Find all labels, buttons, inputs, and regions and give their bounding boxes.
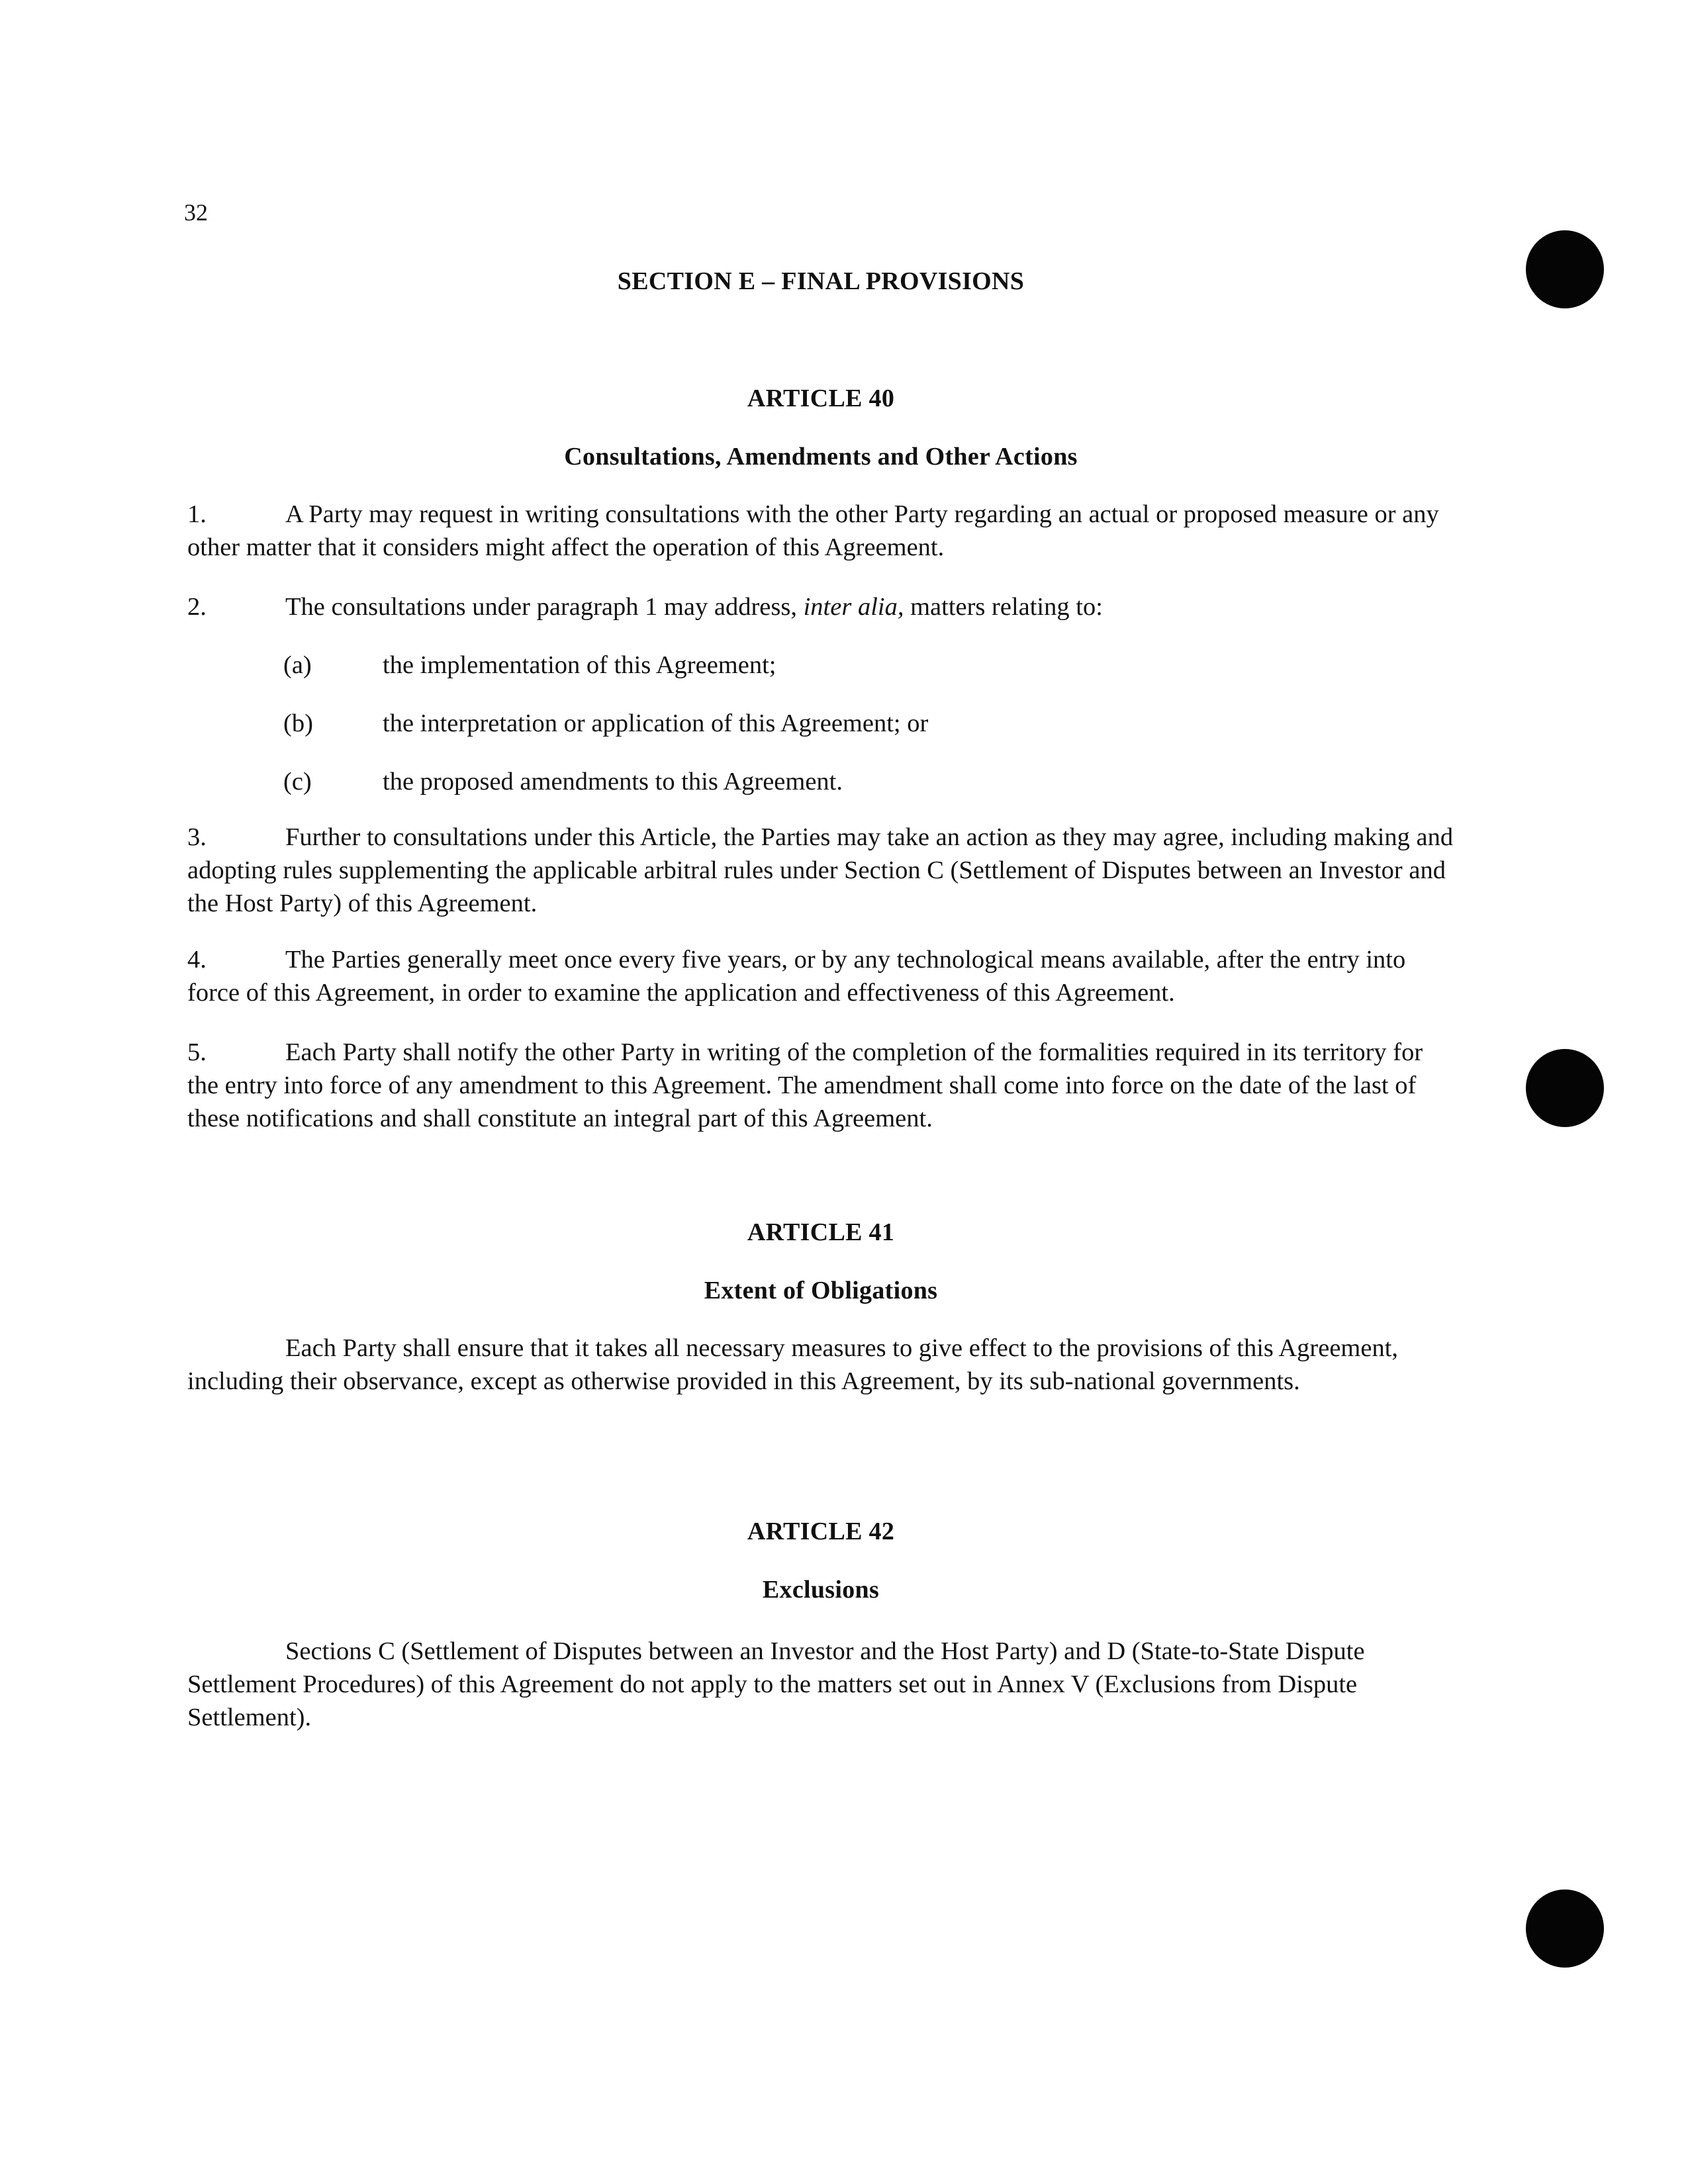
article-41-paragraph [187, 1332, 1458, 1398]
paragraph-text: The Parties generally meet once every five years, or by any technological means available, after the entry into force of this Agreement, in order to examine the application and effectiveness of this Agreement. [187, 946, 1406, 1007]
article-41-heading: ARTICLE 41 [747, 1218, 895, 1246]
paragraph-italic-text: inter alia, [803, 593, 904, 621]
list-item [283, 649, 1409, 682]
article-41-subheading: Extent of Obligations [704, 1277, 938, 1304]
paragraph-text: Sections C (Settlement of Disputes between an Investor and the Host Party) and D (State-to-State Dispute Settlement Procedures) of this Agreement do not apply to the matters set out in Annex V (Exclusions from Dispute Settlement). [187, 1637, 1365, 1731]
article-40-paragraph-1 [187, 498, 1458, 564]
list-item-label: (b) [283, 709, 313, 737]
article-40-paragraph-3 [187, 821, 1458, 920]
list-item [283, 707, 1409, 740]
article-40-paragraph-4 [187, 943, 1458, 1009]
paragraph-number: 4. [187, 946, 207, 974]
list-item-text: the proposed amendments to this Agreement. [383, 768, 843, 796]
list-item [283, 765, 1409, 798]
paragraph-text: Each Party shall notify the other Party in writing of the completion of the formalities required in its territory for the entry into force of any amendment to this Agreement. The amendment shall come into force on the date of the last of these notifications and shall constitute an integral part of this Agreement. [187, 1038, 1423, 1132]
paragraph-text: Further to consultations under this Article, the Parties may take an action as they may agree, including making and adopting rules supplementing the applicable arbitral rules under Section C (Settlement of Disputes between an Investor and the Host Party) of this Agreement. [187, 823, 1454, 917]
article-40-paragraph-5 [187, 1036, 1458, 1135]
article-42-paragraph [187, 1635, 1458, 1734]
list-item-text: the implementation of this Agreement; [383, 651, 776, 679]
paragraph-text: The consultations under paragraph 1 may address, [285, 593, 804, 621]
paragraph-text: A Party may request in writing consultations with the other Party regarding an actual or proposed measure or any other matter that it considers might affect the operation of this Agreement. [187, 500, 1439, 561]
paragraph-text: matters relating to: [904, 593, 1103, 621]
punch-hole-middle [1526, 1049, 1604, 1127]
article-42-subheading: Exclusions [762, 1576, 880, 1604]
article-40-subheading: Consultations, Amendments and Other Actions [564, 443, 1078, 471]
paragraph-text: Each Party shall ensure that it takes all necessary measures to give effect to the provisions of this Agreement, including their observance, except as otherwise provided in this Agreement, by its sub-national governments. [187, 1334, 1399, 1395]
punch-hole-bottom [1526, 1889, 1604, 1968]
article-42-heading: ARTICLE 42 [747, 1518, 895, 1545]
page-number: 32 [184, 199, 208, 226]
section-title: SECTION E – FINAL PROVISIONS [617, 267, 1025, 295]
paragraph-number: 2. [187, 593, 207, 621]
article-40-heading: ARTICLE 40 [747, 385, 895, 412]
paragraph-number: 5. [187, 1038, 207, 1066]
list-item-label: (a) [283, 651, 312, 679]
list-item-label: (c) [283, 768, 312, 796]
list-item-text: the interpretation or application of this Agreement; or [383, 709, 929, 737]
paragraph-number: 3. [187, 823, 207, 851]
paragraph-number: 1. [187, 500, 207, 528]
article-40-paragraph-2 [187, 590, 1458, 623]
